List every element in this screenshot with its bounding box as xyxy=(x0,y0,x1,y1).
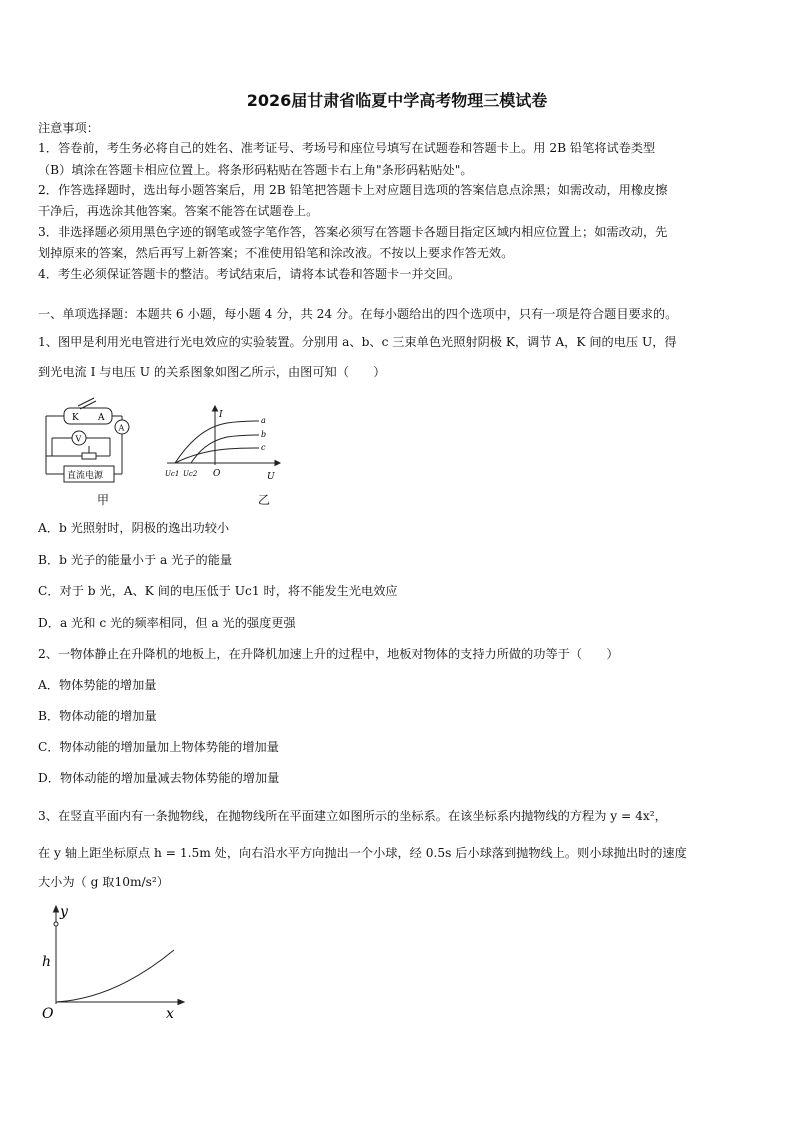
q2-option-a: A．物体势能的增加量 xyxy=(38,678,157,692)
axis-y-label: y xyxy=(60,904,68,920)
q2-option-d: D．物体动能的增加量减去物体势能的增加量 xyxy=(38,771,280,785)
q1-option-c: C．对于 b 光，A、K 间的电压低于 Uc1 时，将不能发生光电效应 xyxy=(38,584,398,598)
q3-stem-line2: 在 y 轴上距坐标原点 h = 1.5m 处，向右沿水平方向抛出一个小球，经 0.5s 后小球落到抛物线上。则小球抛出时的速度 xyxy=(38,846,687,860)
figure-caption-jia: 甲 xyxy=(97,493,110,507)
notice-line: 3．非选择题必须用黑色字迹的钢笔或签字笔作答，答案必须写在答题卡各题目指定区域内相应位置上；如需改动，先 xyxy=(38,225,668,239)
uc2-label: Uc2 xyxy=(183,470,198,478)
uc1-label: Uc1 xyxy=(165,470,180,478)
notice-heading: 注意事项： xyxy=(38,121,99,135)
q1-stem-line2: 到光电流 I 与电压 U 的关系图象如图乙所示，由图可知（ ） xyxy=(38,365,386,379)
exam-title: 2026届甘肃省临夏中学高考物理三模试卷 xyxy=(246,91,548,110)
label-a: A xyxy=(98,413,105,423)
section-heading: 一、单项选择题：本题共 6 小题，每小题 4 分，共 24 分。在每小题给出的四个选项中，只有一项是符合题目要求的。 xyxy=(38,307,678,321)
axis-x-label: x xyxy=(166,1006,174,1022)
q1-stem-line1: 1、图甲是利用光电管进行光电效应的实验装置。分别用 a、b、c 三束单色光照射阴极 K，调节 A，K 间的电压 U，得 xyxy=(38,335,677,349)
q1-iu-graph xyxy=(163,405,283,491)
q2-option-c: C．物体动能的增加量加上物体势能的增加量 xyxy=(38,740,279,754)
q1-option-a: A．b 光照射时，阴极的逸出功较小 xyxy=(38,521,230,535)
notice-line: 2．作答选择题时，选出每小题答案后，用 2B 铅笔把答题卡上对应题目选项的答案信息点涂黑；如需改动，用橡皮擦 xyxy=(38,183,668,197)
q2-option-b: B．物体动能的增加量 xyxy=(38,709,157,723)
figure-caption-yi: 乙 xyxy=(258,493,271,507)
origin-label: O xyxy=(213,469,221,479)
height-h-label: h xyxy=(42,954,52,970)
ammeter-label: A xyxy=(118,423,125,433)
q3-stem-line3: 大小为（ g 取10m/s²） xyxy=(38,875,169,889)
notice-line: 干净后，再选涂其他答案。答案不能答在试题卷上。 xyxy=(38,204,319,218)
notice-line: （B）填涂在答题卡相应位置上。将条形码粘贴在答题卡右上角"条形码粘贴处"。 xyxy=(38,163,473,177)
origin-label: O xyxy=(42,1006,54,1022)
label-k: K xyxy=(72,413,79,423)
q3-stem-line1: 3、在竖直平面内有一条抛物线，在抛物线所在平面建立如图所示的坐标系。在该坐标系内抛物线的方程为 y = 4x²， xyxy=(38,809,667,823)
voltmeter-label: V xyxy=(75,434,82,444)
curve-a-label: a xyxy=(261,416,266,425)
q1-option-d: D．a 光和 c 光的频率相同，但 a 光的强度更强 xyxy=(38,616,296,630)
q1-circuit-figure xyxy=(38,396,138,488)
axis-i-label: I xyxy=(219,410,223,420)
power-source-label: 直流电源 xyxy=(67,471,104,481)
q3-parabola-figure xyxy=(38,900,188,1022)
notice-line: 1．答卷前，考生务必将自己的姓名、准考证号、考场号和座位号填写在试题卷和答题卡上。用 2B 铅笔将试卷类型 xyxy=(38,141,656,155)
q1-option-b: B．b 光子的能量小于 a 光子的能量 xyxy=(38,553,233,567)
curve-b-label: b xyxy=(261,430,267,439)
axis-u-label: U xyxy=(267,472,275,482)
curve-c-label: c xyxy=(261,443,266,452)
notice-line: 划掉原来的答案，然后再写上新答案；不准使用铅笔和涂改液。不按以上要求作答无效。 xyxy=(38,246,514,260)
q2-stem: 2、一物体静止在升降机的地板上，在升降机加速上升的过程中，地板对物体的支持力所做的功等于（ ） xyxy=(38,647,619,661)
notice-line: 4．考生必须保证答题卡的整洁。考试结束后，请将本试卷和答题卡一并交回。 xyxy=(38,267,461,281)
